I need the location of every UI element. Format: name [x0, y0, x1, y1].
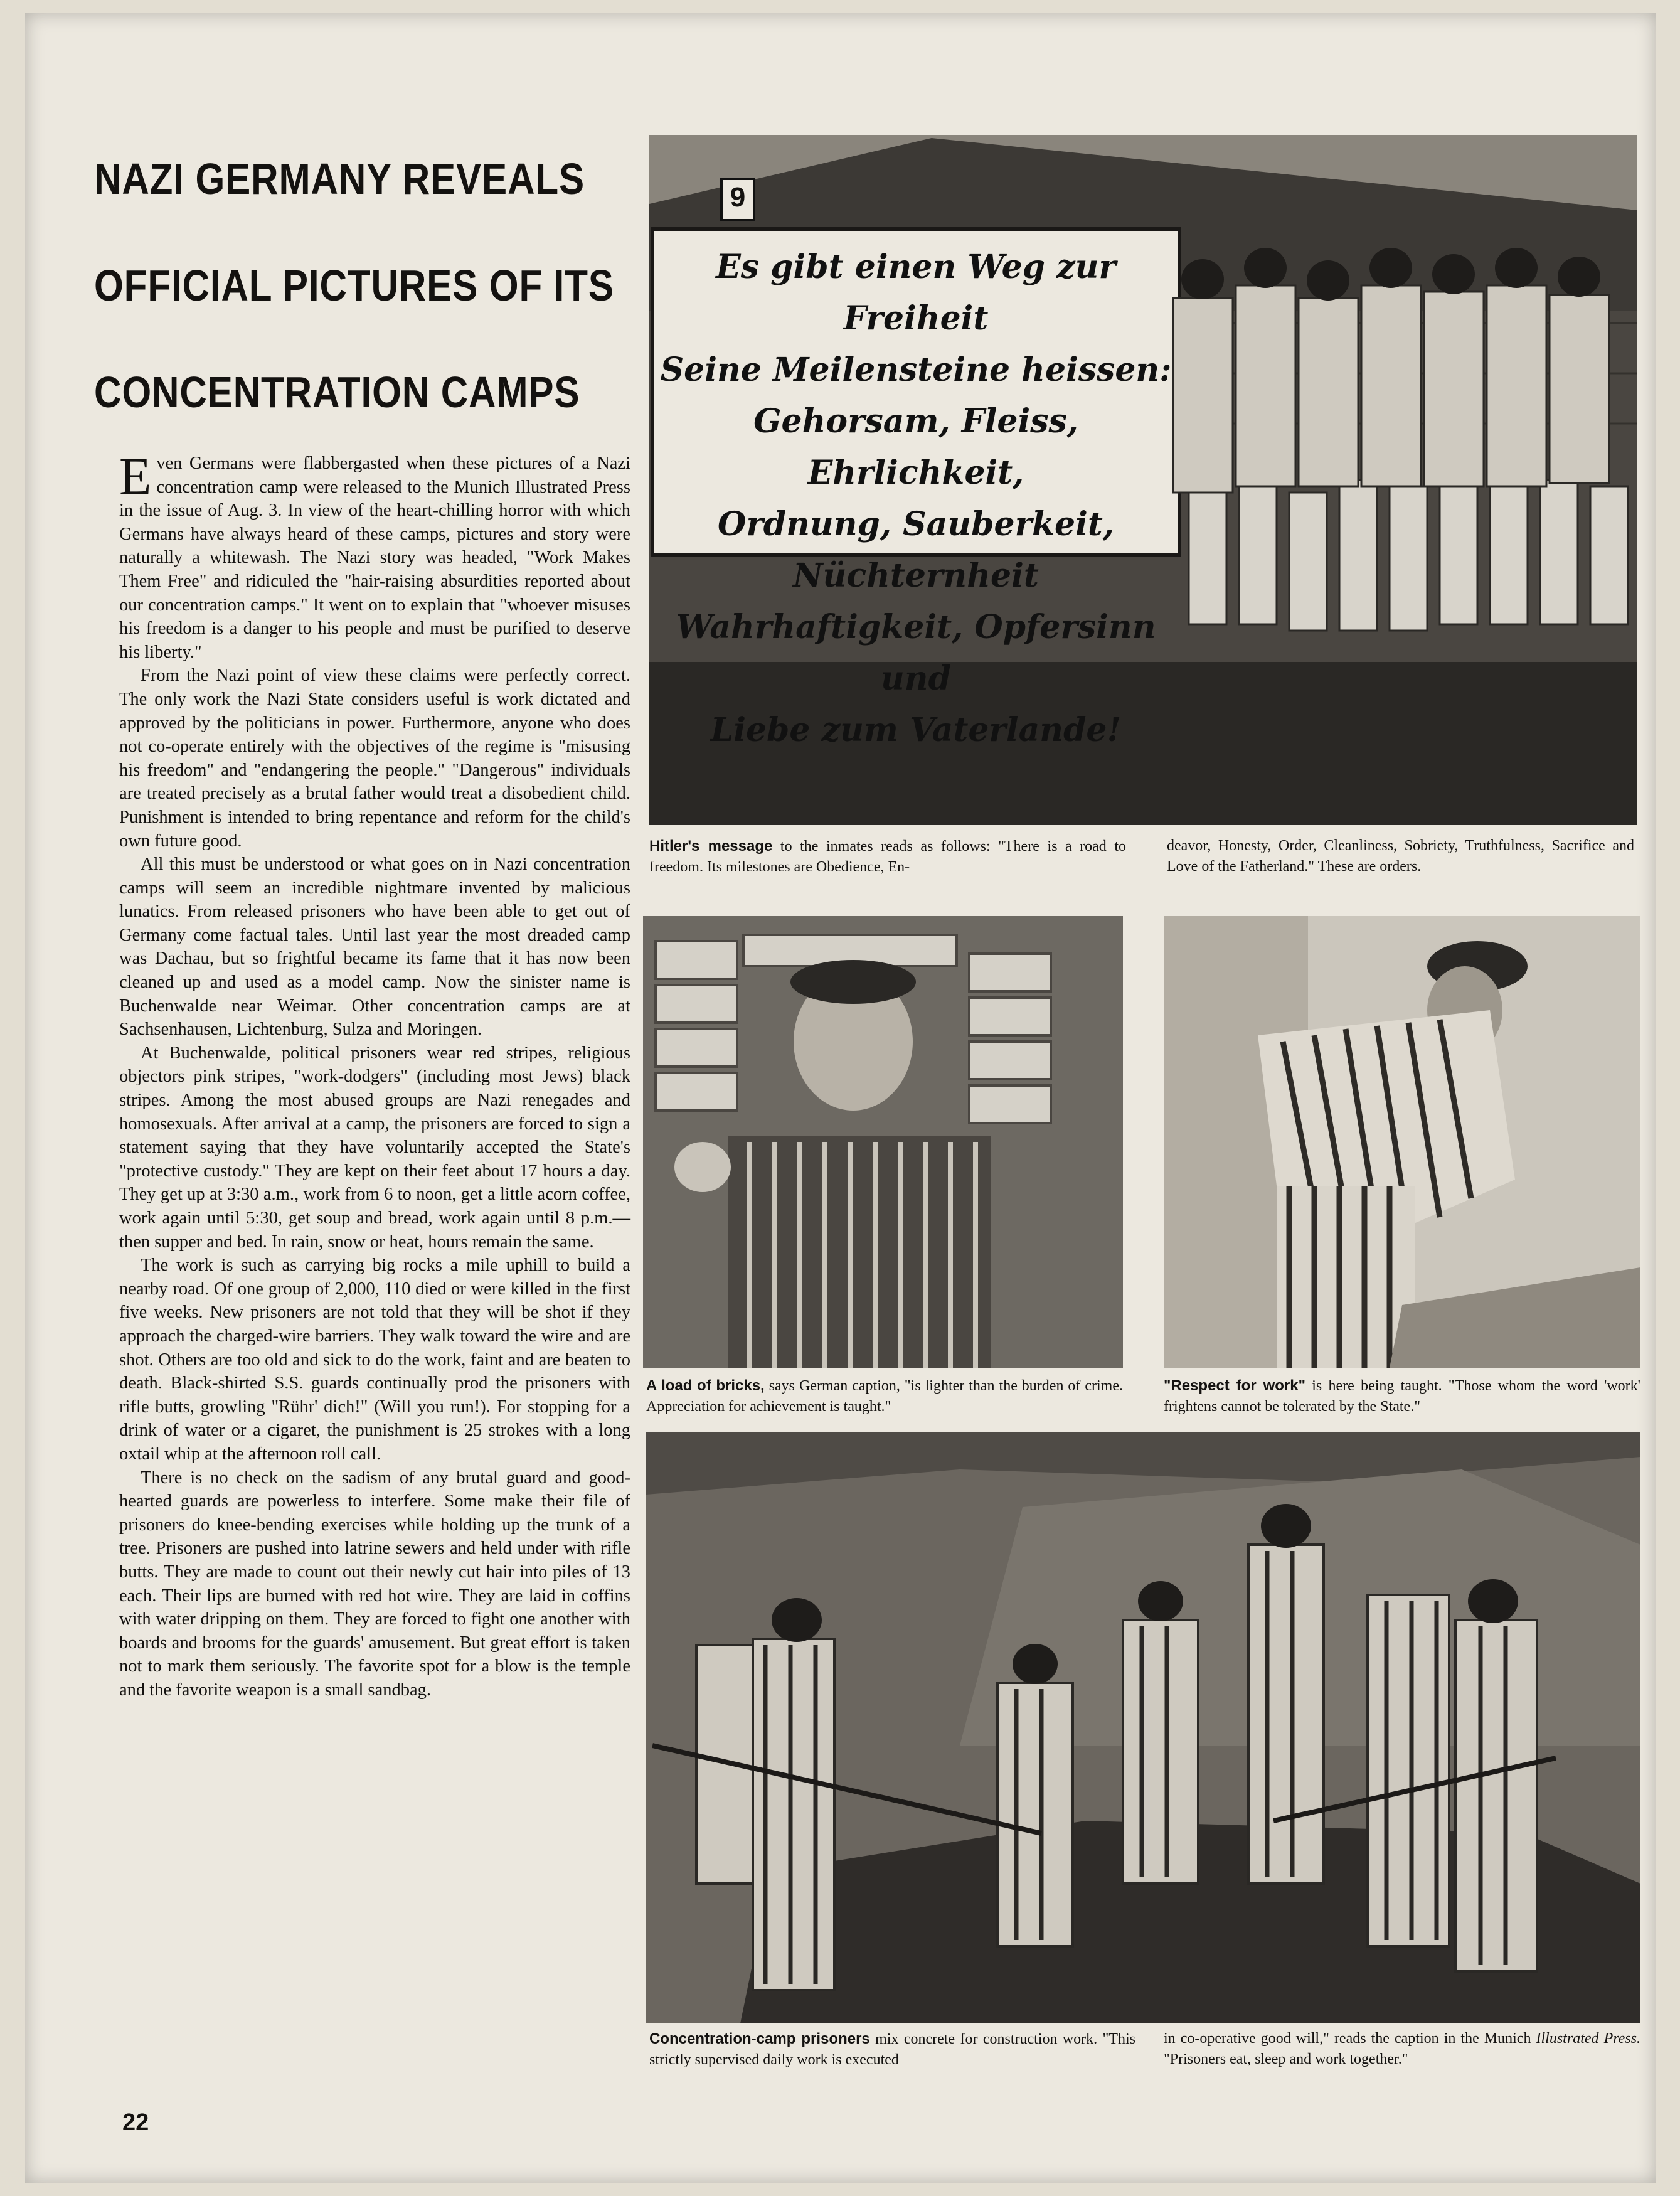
- article-paragraph: All this must be understood or what goes on in Nazi concentration camps will seem an incredible nightmare invented by malicious lunatics. From released prisoners who have been able to get out of Germany come factual tales. Until last year the most dreaded camp was Dachau, but so frightful became its fame that it has now been cleaned up and used as a model camp. Now the sinister name is Buchenwalde near Weimar. Other concentration camps are at Sachsenhausen, Lichtenburg, Sulza and Moringen.: [119, 855, 630, 1040]
- caption-load-of-bricks: [646, 1375, 1123, 1417]
- sign-line: Wahrhaftigkeit, Opfersinn und: [676, 608, 1156, 698]
- caption-lead: Hitler's message: [649, 838, 773, 855]
- caption-text: is here being taught. "Those whom the word 'work' frightens cannot be tolerated by the State.": [1164, 1378, 1641, 1415]
- article-paragraph: There is no check on the sadism of any brutal guard and good-hearted guards are powerless to interfere. Some make their file of prisoners do knee-bending exercises while holding up the trunk of a tree. Prisoners are pushed into latrine sewers and held under with rifle butts. They are made to count out their newly cut hair into piles of 13 each. Their lips are burned with red hot wire. They are laid in coffins with water dripping on them. They are forced to fight one another with boards and brooms for the guards' amusement. But great effort is taken not to mark them seriously. The favorite spot for a blow is the temple and the favorite weapon is a small sandbag.: [119, 1468, 630, 1700]
- sign-line: Ordnung, Sauberkeit, Nüchternheit: [718, 505, 1114, 595]
- caption-text: deavor, Honesty, Order, Cleanliness, Sobriety, Truthfulness, Sacrifice and Love of the Fatherland." These are orders.: [1167, 838, 1634, 875]
- caption-hitler-message-continued: [1167, 836, 1634, 877]
- sign-line: Gehorsam, Fleiss, Ehrlichkeit,: [753, 402, 1078, 492]
- caption-text: mix concrete for construction work. "This strictly supervised daily work is executed: [649, 2031, 1135, 2068]
- caption-text: to the inmates reads as follows: "There is a road to freedom. Its milestones are Obedience, En-: [649, 838, 1126, 875]
- caption-text: "Prisoners eat, sleep and work together.": [1164, 2051, 1408, 2067]
- sign-text: [659, 242, 1173, 756]
- photo-respect-for-work: [1164, 916, 1640, 1368]
- caption-publication: Illustrated Press.: [1536, 2030, 1641, 2047]
- article-paragraph: From the Nazi point of view these claims were perfectly correct. The only work the Nazi State considers useful is work dictated and approved by the politicians in power. Furthermore, anyone who does not co-operate entirely with the objectives of the regime is "misusing his freedom" and "endangering the people." "Dangerous" individuals are treated precisely as a brutal father would treat a disobedient child. Punishment is intended to bring repentance and reform for the child's own future good.: [119, 666, 630, 851]
- caption-hitler-message: [649, 836, 1126, 878]
- sign-line: Seine Meilensteine heissen:: [660, 351, 1172, 389]
- headline-line-1: NAZI GERMANY REVEALS: [94, 154, 585, 203]
- headline: [94, 125, 614, 445]
- sign-number: 9: [730, 182, 746, 213]
- article-body: [119, 447, 630, 1702]
- photo-barracks-sign: [649, 135, 1637, 825]
- photo-prisoners-concrete: [646, 1432, 1640, 2023]
- article-paragraph: Even Germans were flabbergasted when these pictures of a Nazi concentration camp were released to the Munich Illustrated Press in the issue of Aug. 3. In view of the heart-chilling horror with which Germans have always heard of these camps, pictures and story were naturally a whitewash. The Nazi story was headed, "Work Makes Them Free" and ridiculed the "hair-raising absurdities reported about our concentration camps." It went on to explain that "whoever misuses his freedom is a danger to his people and must be purified to deserve his liberty.": [119, 447, 630, 662]
- sign-line: Es gibt einen Weg zur Freiheit: [716, 248, 1116, 338]
- caption-lead: A load of bricks,: [646, 1377, 765, 1394]
- caption-respect-for-work: [1164, 1375, 1640, 1417]
- headline-line-3: CONCENTRATION CAMPS: [94, 368, 580, 417]
- page-number: 22: [122, 2109, 149, 2136]
- photo-load-of-bricks: [643, 916, 1123, 1368]
- caption-text: in co-operative good will," reads the caption in the Munich: [1164, 2030, 1531, 2047]
- caption-concentration-camp-prisoners: [649, 2028, 1135, 2071]
- caption-text: says German caption, "is lighter than the burden of crime. Appreciation for achievement is taught.": [646, 1378, 1124, 1415]
- caption-lead: "Respect for work": [1164, 1377, 1305, 1394]
- caption-concentration-camp-prisoners-continued: [1164, 2028, 1640, 2070]
- magazine-page: [25, 13, 1656, 2183]
- headline-line-2: OFFICIAL PICTURES OF ITS: [94, 261, 614, 310]
- article-paragraph: The work is such as carrying big rocks a mile uphill to build a nearby road. Of one group of 2,000, 110 died or were killed in the first five weeks. New prisoners are not told that they will be shot if they approach the charged-wire barriers. They walk toward the wire and are shot. Others are too old and sick to do the work, faint and are beaten to death. Black-shirted S.S. guards continually prod the prisoners with rifle butts, growling "Rühr' dich!" (Will you run!). For stopping for a drink of water or a cigaret, the punishment is 25 strokes with a long oxtail whip at the afternoon roll call.: [119, 1255, 630, 1464]
- caption-lead: Concentration-camp prisoners: [649, 2030, 870, 2047]
- article-paragraph: At Buchenwalde, political prisoners wear red stripes, religious objectors pink stripes, "work-dodgers" (including most Jews) black stripes. Among the most abused groups are Nazi renegades and homosexuals. After arrival at a camp, the prisoners are forced to sign a statement saying that they have voluntarily accepted the State's "protective custody." They are kept on their feet about 17 hours a day. They get up at 3:30 a.m., work from 6 to noon, get a little acorn coffee, work again until 5:30, get soup and bread, work again until 8 p.m.—then supper and bed. In rain, snow or heat, hours remain the same.: [119, 1043, 630, 1252]
- sign-line: Liebe zum Vaterlande!: [710, 711, 1122, 749]
